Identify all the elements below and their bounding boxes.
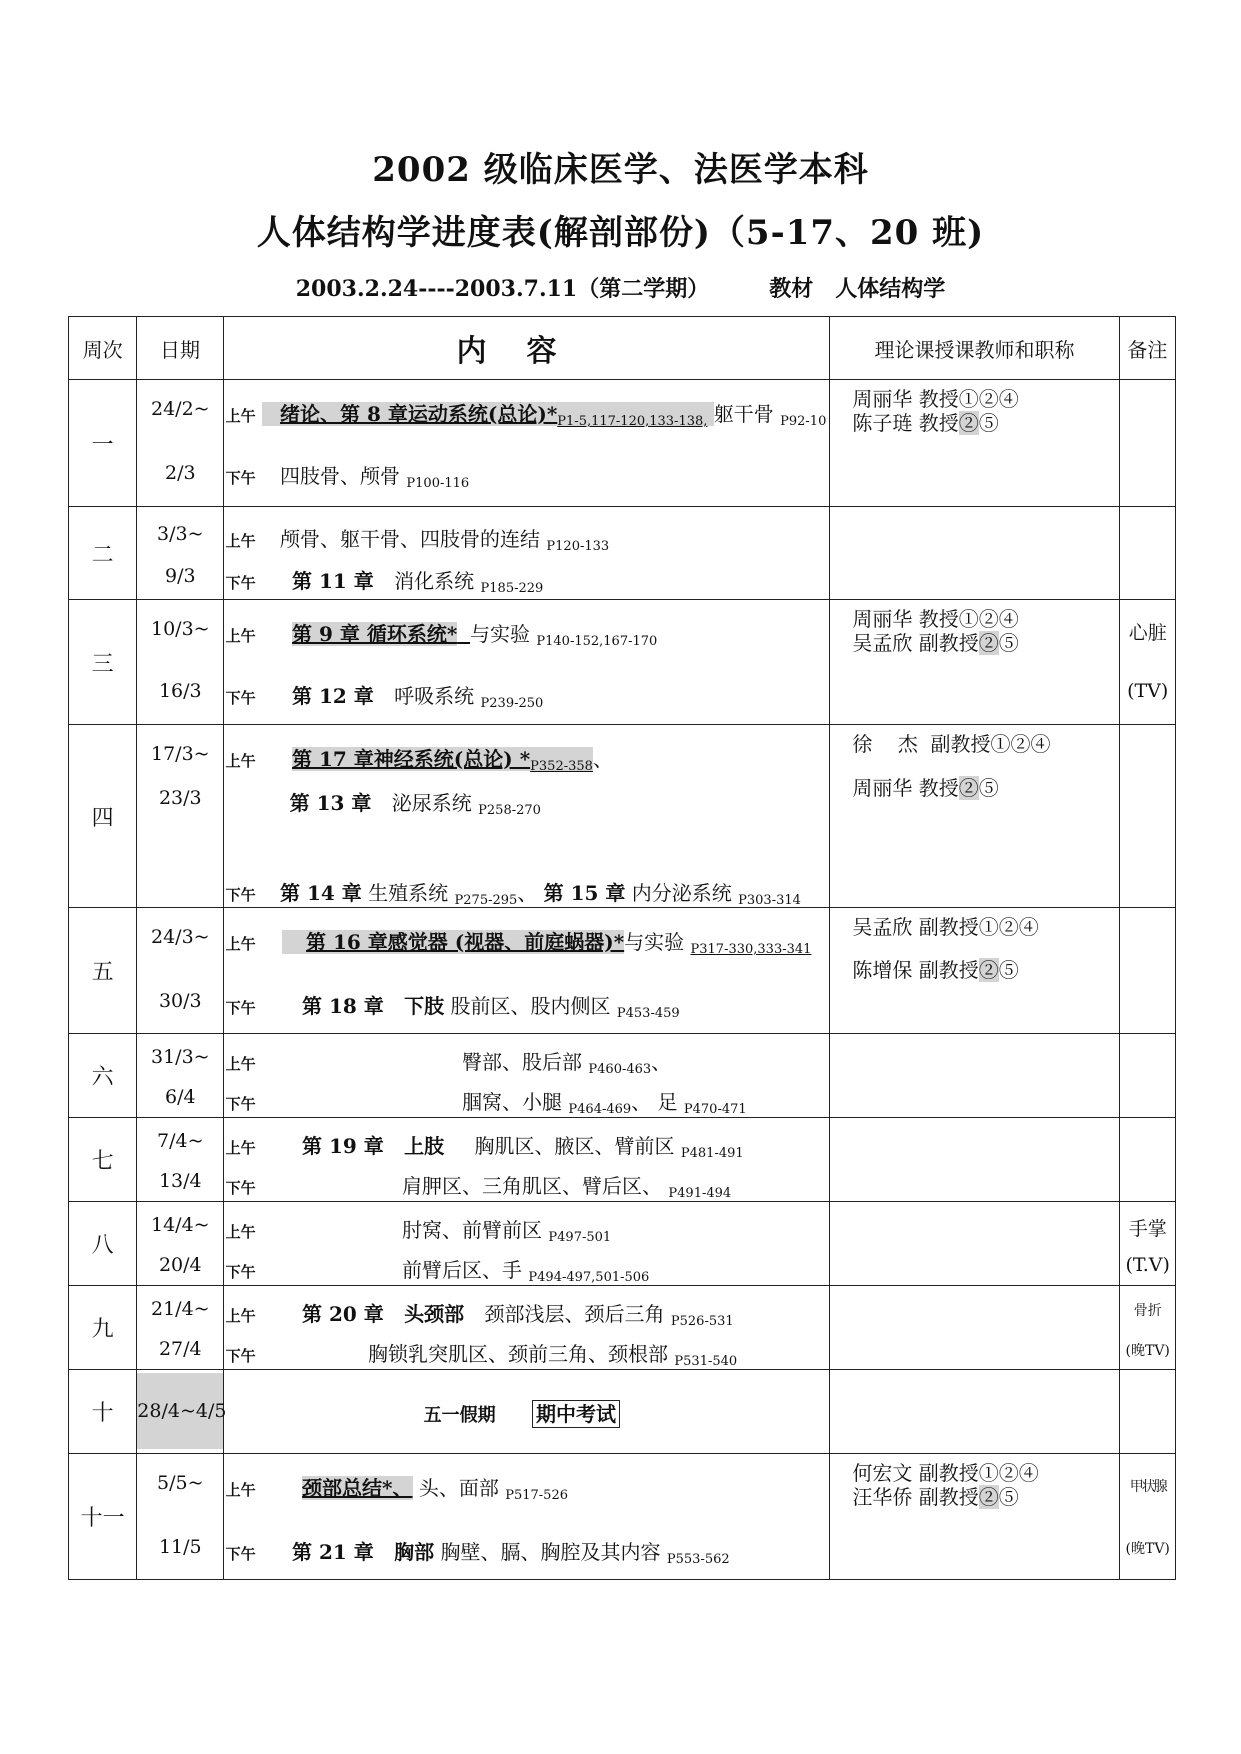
am-topic: 第 9 章 循环系统* — [292, 622, 458, 646]
content-cell — [223, 1286, 830, 1370]
date-cell — [137, 1370, 227, 1454]
note-2: (晚TV) — [1125, 1343, 1170, 1359]
table-row — [69, 1034, 1176, 1118]
note-cell — [1119, 1118, 1175, 1202]
date-from: 14/4~ — [151, 1214, 210, 1236]
date-range: 28/4~4/5 — [137, 1373, 223, 1449]
header-date: 日期 — [137, 317, 223, 380]
teacher-cell — [830, 908, 1119, 1034]
pm-pages: P464-469 — [568, 1102, 632, 1117]
table-row — [69, 380, 1176, 507]
date-from: 10/3~ — [151, 618, 210, 640]
textbook: 教材 人体结构学 — [769, 276, 946, 302]
document-title: 2002 级临床医学、法医学本科 — [372, 150, 869, 190]
pm-chapter: 第 14 章 — [280, 881, 362, 905]
semester-info — [0, 272, 1241, 303]
pm-pages: P491-494 — [668, 1186, 732, 1201]
table-row — [69, 1370, 1176, 1454]
header-note: 备注 — [1119, 317, 1175, 380]
date-to: 11/5 — [158, 1536, 202, 1558]
note-cell — [1119, 1454, 1175, 1580]
header-content: 内容 — [223, 317, 830, 380]
note-1: 骨折 — [1133, 1303, 1162, 1319]
note-cell — [1119, 380, 1175, 507]
date-from: 21/4~ — [151, 1298, 210, 1320]
am2-chapter: 第 13 章 — [289, 791, 372, 815]
am-label: 上午 — [225, 1139, 256, 1157]
pm-pages-2: P470-471 — [683, 1102, 747, 1117]
am-topic: 臀部、股后部 — [462, 1050, 583, 1074]
pm-topic: 胸锁乳突肌区、颈前三角、颈根部 — [368, 1342, 669, 1366]
note-cell — [1119, 1286, 1175, 1370]
date-to: 6/4 — [165, 1086, 196, 1108]
pm-section: 胸部 — [394, 1540, 435, 1564]
table-row — [69, 1202, 1176, 1286]
note-2: (T.V) — [1125, 1254, 1170, 1276]
teacher-cell — [830, 1202, 1119, 1286]
header-teacher: 理论课授课教师和职称 — [830, 317, 1119, 380]
teacher-1: 吴孟欣 副教授①②④ — [852, 915, 1039, 939]
pm-pages: P553-562 — [666, 1552, 730, 1567]
date-cell — [137, 725, 223, 908]
am-label: 上午 — [225, 532, 256, 550]
teacher-2: 陈增保 副教授②⑤ — [852, 958, 1019, 982]
teacher-cell — [830, 1034, 1119, 1118]
pm-topic: 股前区、股内侧区 — [450, 994, 611, 1018]
content-cell — [223, 507, 830, 600]
am2-topic: 泌尿系统 — [391, 791, 472, 815]
table-row — [69, 908, 1176, 1034]
date-to: 2/3 — [165, 462, 196, 484]
date-to: 27/4 — [158, 1338, 202, 1360]
pm-topic: 呼吸系统 — [394, 684, 475, 708]
pm-topic: 胸壁、膈、胸腔及其内容 — [440, 1540, 661, 1564]
teacher-2: 周丽华 教授②⑤ — [852, 776, 999, 800]
am-pages: P497-501 — [548, 1230, 612, 1245]
content-cell — [223, 600, 830, 725]
exam-label: 期中考试 — [532, 1400, 620, 1428]
teacher-1: 周丽华 教授①②④ — [852, 387, 1019, 411]
pm-pages: P239-250 — [480, 696, 544, 711]
date-to: 30/3 — [158, 990, 202, 1012]
teacher-1: 何宏文 副教授①②④ — [852, 1461, 1039, 1485]
pm-pages: P453-459 — [616, 1006, 680, 1021]
date-from: 24/2~ — [151, 398, 210, 420]
date-from: 7/4~ — [157, 1130, 204, 1152]
teacher-cell — [830, 1370, 1119, 1454]
week-cell: 一 — [69, 380, 137, 507]
am-label: 上午 — [225, 407, 256, 425]
am-label: 上午 — [225, 1223, 256, 1241]
pm-chapter-2: 第 15 章 — [543, 881, 626, 905]
am-pages: P517-526 — [505, 1488, 568, 1503]
content-cell: 上午 第 17 章神经系统(总论) $*_{P352-358}$、 第 13 章 泌尿系统 $_{P258-270}$ 下午 第 14 章 生殖系统 $_{P275-295}$、 第 15 章 内分泌系统 $_{P303-314}$ — [223, 725, 830, 908]
pm-label: 下午 — [225, 1263, 256, 1281]
pm-label: 下午 — [225, 1545, 256, 1563]
am-topic: 绪论、第 8 章运动系统(总论)* — [280, 402, 558, 426]
am-pages: P481-491 — [680, 1146, 744, 1161]
pm-topic: 前臂后区、手 — [402, 1258, 523, 1282]
holiday-label: 五一假期 — [423, 1405, 496, 1426]
pm-pages: P531-540 — [674, 1354, 738, 1369]
pm-topic-2: 足 — [657, 1090, 678, 1114]
teacher-2: 吴孟欣 副教授②⑤ — [852, 631, 1019, 655]
am-topic-2: 与实验 — [470, 622, 531, 646]
am-label: 上午 — [225, 752, 256, 770]
am-label: 上午 — [225, 627, 256, 645]
date-from: 3/3~ — [157, 523, 204, 545]
pm-label: 下午 — [225, 689, 256, 707]
content-cell: 上午 臀部、股后部 $_{P460-463}$、 下午 腘窝、小腿 $_{P464-469}$、 足 $_{P470-471}$ — [223, 1034, 830, 1118]
am-topic-2: 头、面部 — [418, 1476, 499, 1500]
teacher-2: 汪华侨 副教授②⑤ — [852, 1485, 1019, 1509]
date-from: 24/3~ — [151, 926, 210, 948]
am2-pages: P258-270 — [478, 803, 541, 818]
date-to: 16/3 — [158, 680, 202, 702]
date-to: 13/4 — [158, 1170, 202, 1192]
pm-chapter: 第 18 章 — [302, 994, 384, 1018]
pm-section: 下肢 — [404, 994, 445, 1018]
am-label: 上午 — [225, 935, 256, 953]
table-row — [69, 1118, 1176, 1202]
am-topic: 颈部总结*、 — [302, 1476, 413, 1500]
pm-label: 下午 — [225, 886, 256, 904]
table-row — [69, 725, 1176, 908]
pm-label: 下午 — [225, 999, 256, 1017]
date-cell — [137, 1202, 223, 1286]
am-label: 上午 — [225, 1481, 256, 1499]
teacher-cell — [830, 1118, 1119, 1202]
table-row — [69, 1286, 1176, 1370]
am-chapter: 第 20 章 — [302, 1302, 384, 1326]
week-cell: 十一 — [69, 1454, 137, 1580]
note-cell — [1119, 725, 1175, 908]
pm-chapter: 第 11 章 — [292, 569, 374, 593]
am-pages: P120-133 — [546, 539, 610, 554]
pm-pages-2: P303-314 — [738, 893, 801, 908]
week-cell: 十 — [69, 1370, 137, 1454]
pm-pages: P275-295 — [454, 893, 518, 908]
semester-dates: 2003.2.24----2003.7.11（第二学期） — [295, 276, 710, 302]
header-week: 周次 — [69, 317, 137, 380]
table-row — [69, 600, 1176, 725]
note-cell — [1119, 1202, 1175, 1286]
pm-topic: 生殖系统 — [368, 881, 449, 905]
teacher-cell — [830, 1454, 1119, 1580]
date-to: 23/3 — [158, 787, 202, 809]
am-topic: 颅骨、躯干骨、四肢骨的连结 — [280, 527, 541, 551]
date-cell — [137, 600, 223, 725]
pm-topic: 腘窝、小腿 — [462, 1090, 563, 1114]
header-row — [69, 317, 1176, 380]
content-cell — [223, 380, 830, 507]
pm-label: 下午 — [225, 1179, 256, 1197]
table-row — [69, 507, 1176, 600]
am-topic-2: 躯干骨 — [713, 402, 774, 426]
am-pages: P526-531 — [670, 1314, 734, 1329]
week-cell: 七 — [69, 1118, 137, 1202]
teacher-cell — [830, 380, 1119, 507]
week-cell: 九 — [69, 1286, 137, 1370]
teacher-cell — [830, 600, 1119, 725]
pm-pages: P100-116 — [406, 476, 470, 491]
pm-topic: 四肢骨、颅骨 — [280, 464, 401, 488]
note-2: (晚TV) — [1125, 1541, 1170, 1557]
am-topic: 颈部浅层、颈后三角 — [484, 1302, 665, 1326]
pm-pages: P494-497,501-506 — [528, 1270, 650, 1285]
am-label: 上午 — [225, 1055, 256, 1073]
week-cell: 六 — [69, 1034, 137, 1118]
content-cell — [223, 1370, 830, 1454]
pm-chapter: 第 21 章 — [292, 1540, 374, 1564]
am-topic: 肘窝、前臂前区 — [402, 1218, 543, 1242]
date-cell — [137, 908, 223, 1034]
am-section: 头颈部 — [404, 1302, 465, 1326]
note-cell — [1119, 908, 1175, 1034]
content-cell — [223, 1454, 830, 1580]
teacher-cell — [830, 1286, 1119, 1370]
teacher-cell — [830, 725, 1119, 908]
am-section: 上肢 — [404, 1134, 445, 1158]
teacher-1: 周丽华 教授①②④ — [852, 607, 1019, 631]
date-from: 5/5~ — [157, 1472, 204, 1494]
am-pages: P140-152,167-170 — [536, 634, 658, 649]
pm-topic: 肩胛区、三角肌区、臂后区、 — [402, 1174, 663, 1198]
am-topic: 第 17 章神经系统(总论) * — [292, 747, 531, 771]
am-pages: P1-5,117-120,133-138, — [557, 414, 708, 429]
content-cell — [223, 1118, 830, 1202]
week-cell: 三 — [69, 600, 137, 725]
date-to: 9/3 — [165, 565, 196, 587]
note-1: 心脏 — [1128, 622, 1167, 644]
date-cell — [137, 380, 223, 507]
pm-chapter: 第 12 章 — [292, 684, 374, 708]
note-cell — [1119, 1370, 1175, 1454]
am-topic-2: 与实验 — [624, 930, 685, 954]
date-cell — [137, 1118, 223, 1202]
note-1: 甲状腺 — [1129, 1479, 1166, 1495]
pm-topic-2: 内分泌系统 — [631, 881, 732, 905]
week-cell: 二 — [69, 507, 137, 600]
am-label: 上午 — [225, 1307, 256, 1325]
week-cell: 八 — [69, 1202, 137, 1286]
note-cell — [1119, 1034, 1175, 1118]
schedule-table — [68, 316, 1176, 1580]
date-cell — [137, 1286, 223, 1370]
teacher-1: 徐 杰 副教授①②④ — [852, 732, 1051, 756]
note-1: 手掌 — [1128, 1218, 1167, 1240]
am-pages: P352-358 — [530, 759, 593, 774]
am-topic: 胸肌区、腋区、臂前区 — [474, 1134, 675, 1158]
date-cell — [137, 507, 223, 600]
note-cell — [1119, 600, 1175, 725]
date-cell — [137, 1454, 223, 1580]
pm-label: 下午 — [225, 1095, 256, 1113]
content-cell — [223, 908, 830, 1034]
am-pages-2: P92-10 — [780, 414, 827, 429]
date-from: 17/3~ — [151, 743, 210, 765]
am-chapter: 第 19 章 — [302, 1134, 384, 1158]
week-cell: 五 — [69, 908, 137, 1034]
am-topic: 第 16 章感觉器 (视器、前庭蜗器)* — [306, 930, 625, 954]
date-cell — [137, 1034, 223, 1118]
document-subtitle: 人体结构学进度表(解剖部份)（5-17、20 班) — [256, 213, 985, 253]
week-cell: 四 — [69, 725, 137, 908]
teacher-cell — [830, 507, 1119, 600]
pm-label: 下午 — [225, 1347, 256, 1365]
teacher-2: 陈子琏 教授②⑤ — [852, 411, 999, 435]
am-pages: P460-463 — [588, 1062, 652, 1077]
pm-pages: P185-229 — [480, 581, 544, 596]
pm-label: 下午 — [225, 469, 256, 487]
table-row — [69, 1454, 1176, 1580]
am-pages: P317-330,333-341 — [690, 942, 812, 957]
pm-topic: 消化系统 — [394, 569, 475, 593]
date-to: 20/4 — [158, 1254, 202, 1276]
pm-label: 下午 — [225, 574, 256, 592]
note-2: (TV) — [1127, 680, 1169, 702]
date-from: 31/3~ — [151, 1046, 210, 1068]
note-cell — [1119, 507, 1175, 600]
content-cell — [223, 1202, 830, 1286]
